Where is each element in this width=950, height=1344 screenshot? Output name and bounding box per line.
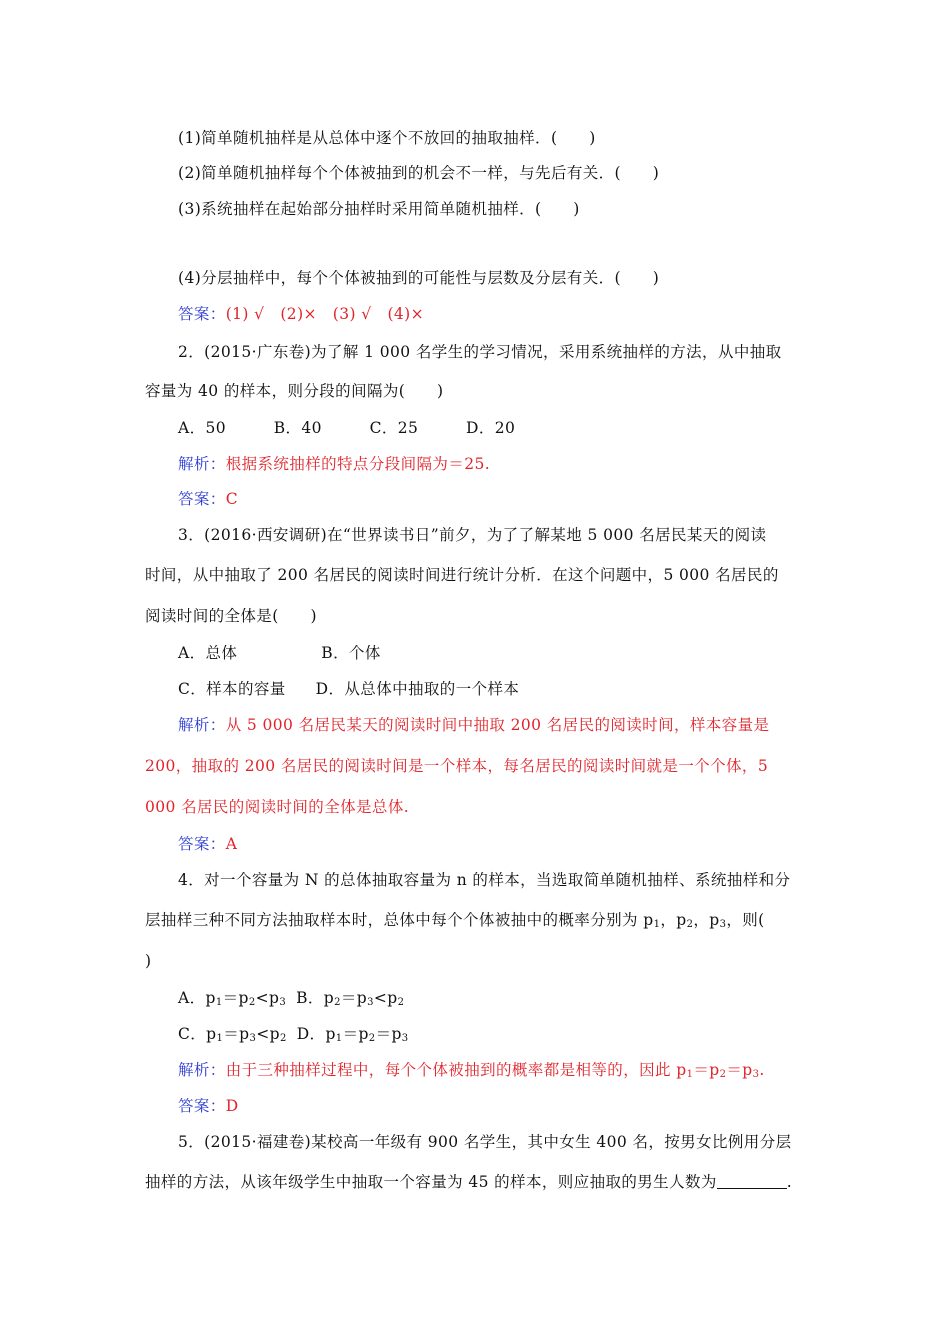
q3-option-d: D．从总体中抽取的一个样本 — [315, 680, 520, 698]
q2-options: A．50 B．40 C．25 D．20 — [178, 419, 516, 437]
q3-option-b: B．个体 — [321, 644, 381, 662]
q2-line-2: 容量为 40 的样本，则分段的间隔为( ) — [145, 382, 444, 400]
q4-option-a: A．$p_1=p_2<p_3$ — [178, 989, 287, 1008]
q3-options-cd — [178, 679, 519, 699]
q4-analysis-line — [178, 1060, 765, 1085]
q3-analysis-1: 从 5 000 名居民某天的阅读时间中抽取 200 名居民的阅读时间，样本容量是 — [225, 716, 770, 734]
q1-item-1: (1)简单随机抽样是从总体中逐个不放回的抽取抽样．( ) — [178, 129, 596, 147]
analysis-label: 解析： — [178, 716, 226, 734]
q4-options-cd — [178, 1024, 409, 1049]
q1-answer-line — [178, 304, 424, 324]
q2-analysis: 根据系统抽样的特点分段间隔为＝25. — [225, 455, 491, 473]
q4-line-3: ) — [145, 952, 152, 970]
q3-options-ab — [178, 643, 381, 663]
analysis-label: 解析： — [178, 1061, 226, 1079]
q3-analysis-line-1 — [178, 715, 769, 735]
answer-label: 答案： — [178, 835, 226, 853]
q3-line-3: 阅读时间的全体是( ) — [145, 607, 317, 625]
q5-line-1: 5．(2015·福建卷)某校高一年级有 900 名学生，其中女生 400 名，按男女比例用分层 — [178, 1133, 792, 1151]
q3-line-1: 3．(2016·西安调研)在“世界读书日”前夕，为了了解某地 5 000 名居民某天的阅读 — [178, 526, 767, 544]
q3-line-2: 时间，从中抽取了 200 名居民的阅读时间进行统计分析．在这个问题中，5 000 名居民的 — [145, 566, 779, 584]
q4-options-ab — [178, 988, 404, 1013]
q1-answer: (1) √ (2)× (3) √ (4)× — [225, 305, 425, 323]
q3-analysis-2: 200，抽取的 200 名居民的阅读时间是一个样本，每名居民的阅读时间就是一个个体，5 — [145, 757, 769, 775]
q3-option-a: A．总体 — [178, 644, 238, 662]
q3-option-c: C．样本的容量 — [178, 680, 286, 698]
analysis-label: 解析： — [178, 455, 226, 473]
q4-option-b: B．$p_2=p_3<p_2$ — [296, 989, 405, 1008]
q4-line-2: 层抽样三种不同方法抽取样本时，总体中每个个体被抽中的概率分别为 $p_1$，$p_2$，$p_3$，则( — [145, 911, 765, 930]
q2-answer-line — [178, 489, 238, 509]
q2-answer: C — [225, 490, 238, 508]
q4-answer-line — [178, 1096, 239, 1116]
q1-item-4: (4)分层抽样中，每个个体被抽到的可能性与层数及分层有关．( ) — [178, 269, 660, 287]
answer-blank[interactable] — [717, 1174, 787, 1189]
q1-item-2: (2)简单随机抽样每个个体被抽到的机会不一样，与先后有关．( ) — [178, 164, 660, 182]
q3-answer: A — [225, 835, 238, 853]
answer-label: 答案： — [178, 305, 226, 323]
answer-label: 答案： — [178, 1097, 226, 1115]
q3-answer-line — [178, 834, 237, 854]
q2-line-1: 2．(2015·广东卷)为了解 1 000 名学生的学习情况，采用系统抽样的方法，从中抽取 — [178, 343, 782, 361]
q4-analysis: 由于三种抽样过程中，每个个体被抽到的概率都是相等的，因此 $p_1=p_2=p_3$. — [225, 1061, 765, 1080]
q4-answer: D — [225, 1097, 239, 1115]
q5-line-2: 抽样的方法，从该年级学生中抽取一个容量为 45 的样本，则应抽取的男生人数为 . — [145, 1173, 793, 1191]
q4-option-d: D．$p_1=p_2=p_3$ — [296, 1025, 409, 1044]
answer-label: 答案： — [178, 490, 226, 508]
q2-analysis-line — [178, 454, 490, 474]
q4-option-c: C．$p_1=p_3<p_2$ — [178, 1025, 287, 1044]
q4-line-1: 4．对一个容量为 N 的总体抽取容量为 n 的样本，当选取简单随机抽样、系统抽样和分 — [178, 871, 791, 889]
q1-item-3: (3)系统抽样在起始部分抽样时采用简单随机抽样．( ) — [178, 200, 580, 218]
q3-analysis-3: 000 名居民的阅读时间的全体是总体. — [145, 798, 410, 816]
